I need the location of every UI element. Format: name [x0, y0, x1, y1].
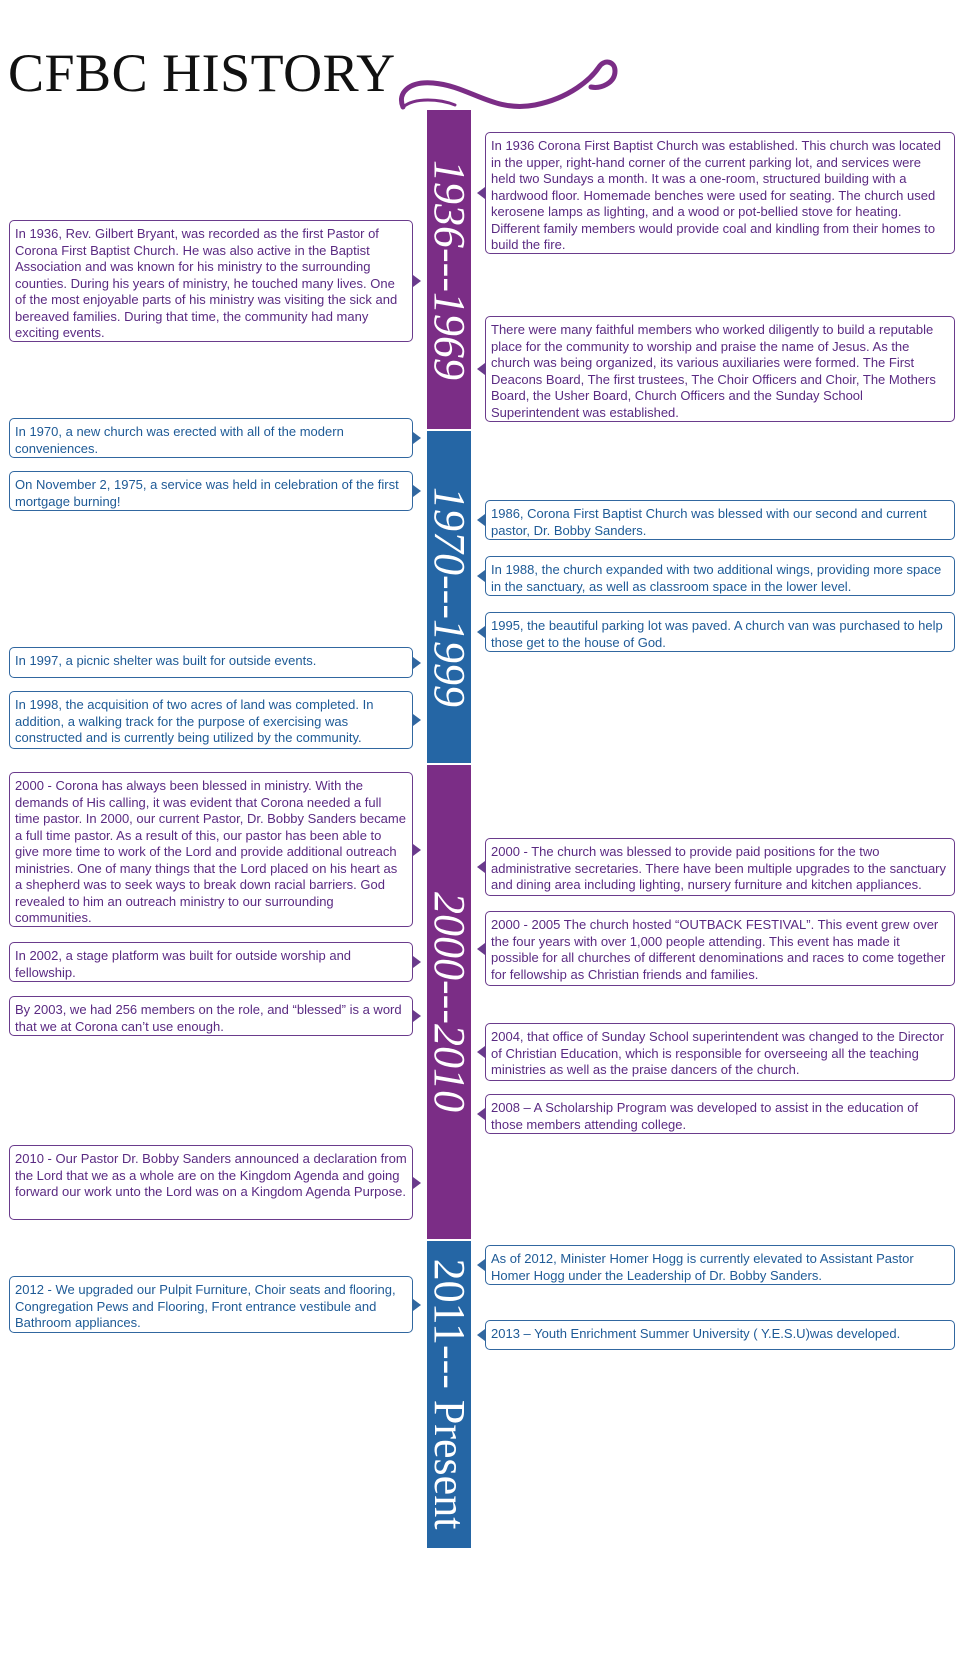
era-1936-1969	[425, 110, 474, 430]
entry-2013: 2013 – Youth Enrichment Summer University ( Y.E.S.U)was developed.	[485, 1320, 955, 1350]
entry-1988: In 1988, the church expanded with two additional wings, providing more space in the sanctuary, as well as classroom space in the lower level.	[485, 556, 955, 596]
entry-2000-paid-positions: 2000 - The church was blessed to provide paid positions for the two administrative secretaries. There have been multiple upgrades to the sanctuary and dining area including lighting, nursery furniture and kitchen appliances.	[485, 838, 955, 896]
entry-2012-upgrades: 2012 - We upgraded our Pulpit Furniture, Choir seats and flooring, Congregation Pews and Flooring, Front entrance vestibule and Bathroom appliances.	[9, 1276, 413, 1333]
entry-2000-full-time-pastor: 2000 - Corona has always been blessed in ministry. With the demands of His calling, it was evident that Corona needed a full time pastor. In 2000, our current Pastor, Dr. Bobby Sanders became a full time pastor. As a result of this, our pastor has been able to give more time to work of the Lord and provide additional outreach ministries. One of many things that the Lord placed on his heart as a shepherd was to seek ways to break down racial barriers. God revealed to him an outreach ministry to our surrounding communities.	[9, 772, 413, 927]
entry-2012-assistant-pastor: As of 2012, Minister Homer Hogg is currently elevated to Assistant Pastor Homer Hogg under the Leadership of Dr. Bobby Sanders.	[485, 1245, 955, 1285]
era-divider	[427, 429, 471, 431]
entry-2000-2005-outback-festival: 2000 - 2005 The church hosted “OUTBACK FESTIVAL”. This event grew over the four years with over 1,000 people attending. This event has made it possible for all churches of different denominations and races to come together for fellowship as Christian friends and families.	[485, 911, 955, 986]
entry-1936-first-pastor: In 1936, Rev. Gilbert Bryant, was recorded as the first Pastor of Corona First Baptist Church. He was also active in the Baptist Association and was known for his ministry to the surrounding counties. During his years of ministry, he touched many lives. One of the most enjoyable parts of his ministry was visiting the sick and bereaved families. During that time, the community had many exciting events.	[9, 220, 413, 342]
entry-2002: In 2002, a stage platform was built for outside worship and fellowship.	[9, 942, 413, 982]
era-2000-2010	[425, 764, 474, 1240]
entry-1986: 1986, Corona First Baptist Church was blessed with our second and current pastor, Dr. Bobby Sanders.	[485, 500, 955, 540]
era-2011-present	[425, 1240, 474, 1548]
entry-1936-church-established: In 1936 Corona First Baptist Church was established. This church was located in the upper, right-hand corner of the current parking lot, and services were held two Sundays a month. It was a one-room, structured building with a hardwood floor. Homemade benches were used for seating. The church used kerosene lamps as lighting, and a wood or pot-bellied stove for heating. Different family members would provide coal and kindling from their homes to build the fire.	[485, 132, 955, 254]
entry-1998: In 1998, the acquisition of two acres of land was completed. In addition, a walking track for the purpose of exercising was constructed and is currently being utilized by the community.	[9, 691, 413, 749]
entry-faithful-members: There were many faithful members who worked diligently to build a reputable place for the community to worship and praise the name of Jesus. As the church was being organized, its various auxiliaries were formed. The First Deacons Board, The first trustees, The Choir Officers and Choir, The Mothers Board, the Usher Board, Church Officers and the Sunday School Superintendent was established.	[485, 316, 955, 422]
entry-1975: On November 2, 1975, a service was held in celebration of the first mortgage burning!	[9, 471, 413, 511]
entry-2003: By 2003, we had 256 members on the role, and “blessed” is a word that we at Corona can’t use enough.	[9, 996, 413, 1036]
era-label-2011-present: 2011--- Present	[425, 1258, 474, 1530]
entry-1997: In 1997, a picnic shelter was built for outside events.	[9, 647, 413, 678]
entry-1995: 1995, the beautiful parking lot was paved. A church van was purchased to help those get to the house of God.	[485, 612, 955, 652]
era-label-2000-2010: 2000---2010	[425, 892, 474, 1112]
era-divider	[427, 1239, 471, 1241]
entry-1970: In 1970, a new church was erected with all of the modern conveniences.	[9, 418, 413, 458]
era-divider	[427, 763, 471, 765]
entry-2004: 2004, that office of Sunday School superintendent was changed to the Director of Christian Education, which is responsible for overseeing all the teaching ministries as well as the praise dancers of the church.	[485, 1023, 955, 1081]
era-label-1970-1999: 1970---1999	[425, 487, 474, 707]
era-1970-1999	[425, 430, 474, 764]
era-label-1936-1969: 1936---1969	[425, 160, 474, 380]
page-title: CFBC HISTORY	[8, 43, 396, 103]
swirl-ornament	[395, 55, 625, 115]
entry-2010: 2010 - Our Pastor Dr. Bobby Sanders announced a declaration from the Lord that we as a whole are on the Kingdom Agenda and going forward our work unto the Lord was on a Kingdom Agenda Purpose.	[9, 1145, 413, 1220]
entry-2008: 2008 – A Scholarship Program was developed to assist in the education of those members attending college.	[485, 1094, 955, 1134]
